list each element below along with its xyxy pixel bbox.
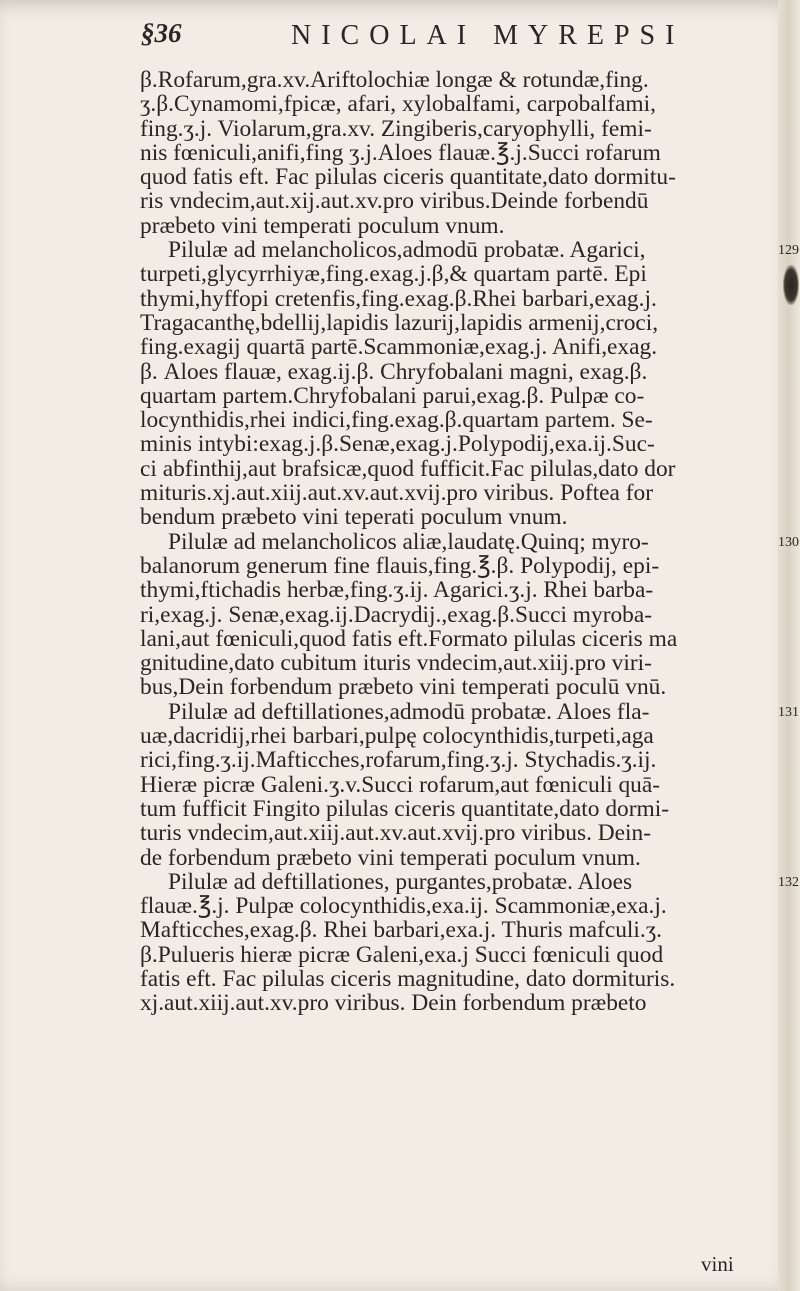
text-line: Hieræ picræ Galeni.ʒ.v.Succi rofarum,aut fœniculi quā- [140, 771, 661, 798]
text-line: nis fœniculi,anifi,fing ʒ.j.Aloes flauæ.℥.j.Succi rofarum [140, 139, 661, 166]
text-line: locynthidis,rhei indici,fing.exag.β.quartam partem. Se- [140, 407, 653, 434]
text-line: ri,exag.j. Senæ,exag.ij.Dacrydij.,exag.β.Succi myroba- [140, 601, 653, 628]
catchword: vini [701, 1252, 734, 1276]
text-line: Pilulæ ad melancholicos,admodū probatæ. Agarici, [168, 237, 646, 264]
text-line: quod fatis eft. Fac pilulas ciceris quantitate,dato dormitu- [140, 164, 676, 191]
margin-recipe-number: 130 [778, 534, 799, 550]
text-line: Tragacanthę,bdellij,lapidis lazurij,lapidis armenij,croci, [140, 309, 659, 336]
text-line: Pilulæ ad melancholicos aliæ,laudatę.Quinq; myro- [168, 528, 649, 555]
text-line: mituris.xj.aut.xiij.aut.xv.aut.xvij.pro viribus. Poftea for [140, 480, 654, 507]
text-line: ʒ.β.Cynamomi,fpicæ, afari, xylobalfami, carpobalfami, [140, 91, 656, 118]
text-line: balanorum generum fine flauis,fing.℥.β. Polypodij, epi- [140, 552, 660, 579]
text-line: β.Rofarum,gra.xv.Ariftolochiæ longæ & rotundæ,fing. [140, 67, 649, 93]
text-line: de forbendum præbeto vini temperati poculum vnum. [140, 844, 641, 871]
text-line: thymi,hyffopi cretenfis,fing.exag.β.Rhei barbari,exag.j. [140, 285, 657, 312]
margin-recipe-number: 131 [778, 704, 799, 720]
text-line: thymi,ftichadis herbæ,fing.ʒ.ij. Agarici.ʒ.j. Rhei barba- [140, 577, 654, 604]
text-line: Mafticches,exag.β. Rhei barbari,exa.j. Thuris mafculi.ʒ. [140, 917, 662, 944]
page-header [141, 18, 760, 58]
margin-recipe-number: 129 [778, 243, 799, 259]
text-line: Pilulæ ad deftillationes,admodū probatæ. Aloes fla- [168, 698, 650, 725]
text-line: fatis eft. Fac pilulas ciceris magnitudine, dato dormituris. [140, 965, 676, 992]
text-line: ci abfinthij,aut brafsicæ,quod fufficit.Fac pilulas,dato dor [140, 455, 676, 482]
text-line: Pilulæ ad deftillationes, purgantes,probatæ. Aloes [168, 868, 633, 895]
text-line: fing.ʒ.j. Violarum,gra.xv. Zingiberis,caryophylli, femi- [140, 115, 652, 142]
text-line: quartam partem.Chryfobalani parui,exag.β. Pulpæ co- [140, 382, 645, 409]
text-line: ris vndecim,aut.xij.aut.xv.pro viribus.Deinde forbendū [140, 188, 649, 215]
text-line: tum fufficit Fingito pilulas ciceris quantitate,dato dormi- [140, 795, 669, 822]
text-line: rici,fing.ʒ.ij.Mafticches,rofarum,fing.ʒ.j. Stychadis.ʒ.ij. [140, 747, 657, 774]
text-line: bendum præbeto vini teperati poculum vnum. [140, 504, 568, 531]
text-line: præbeto vini temperati poculum vnum. [140, 212, 505, 239]
text-line: lani,aut fœniculi,quod fatis eft.Formato pilulas ciceris ma [140, 625, 678, 652]
text-line: fing.exagij quartā partē.Scammoniæ,exag.j. Anifi,exag. [140, 334, 658, 361]
text-line: gnitudine,dato cubitum ituris vndecim,aut.xiij.pro viri- [140, 650, 652, 677]
text-line: β. Aloes flauæ, exag.ij.β. Chryfobalani magni, exag.β. [140, 358, 648, 385]
text-line: minis intybi:exag.j.β.Senæ,exag.j.Polypodij,exa.ij.Suc- [140, 431, 655, 458]
margin-recipe-number: 132 [778, 874, 799, 890]
page-gutter-edge [778, 0, 800, 1291]
text-line: xj.aut.xiij.aut.xv.pro viribus. Dein forbendum præbeto [140, 990, 647, 1017]
running-head: NICOLAI MYREPSI [291, 20, 685, 51]
text-line: flauæ.℥.j. Pulpæ colocynthidis,exa.ij. Scammoniæ,exa.j. [140, 893, 667, 920]
text-line: bus,Dein forbendum præbeto vini temperati poculū vnū. [140, 674, 667, 701]
text-line: turis vndecim,aut.xiij.aut.xv.aut.xvij.pro viribus. Dein- [140, 820, 652, 847]
body-text [140, 68, 738, 1016]
text-line: turpeti,glycyrrhiyæ,fing.exag.j.β,& quartam partē. Epi [140, 261, 647, 288]
page-number: §36 [141, 18, 182, 48]
text-line: uæ,dacridij,rhei barbari,pulpę colocynthidis,turpeti,aga [140, 723, 654, 750]
text-line: β.Pulueris hieræ picræ Galeni,exa.j Succi fœniculi quod [140, 941, 664, 968]
ink-blot [783, 265, 799, 305]
